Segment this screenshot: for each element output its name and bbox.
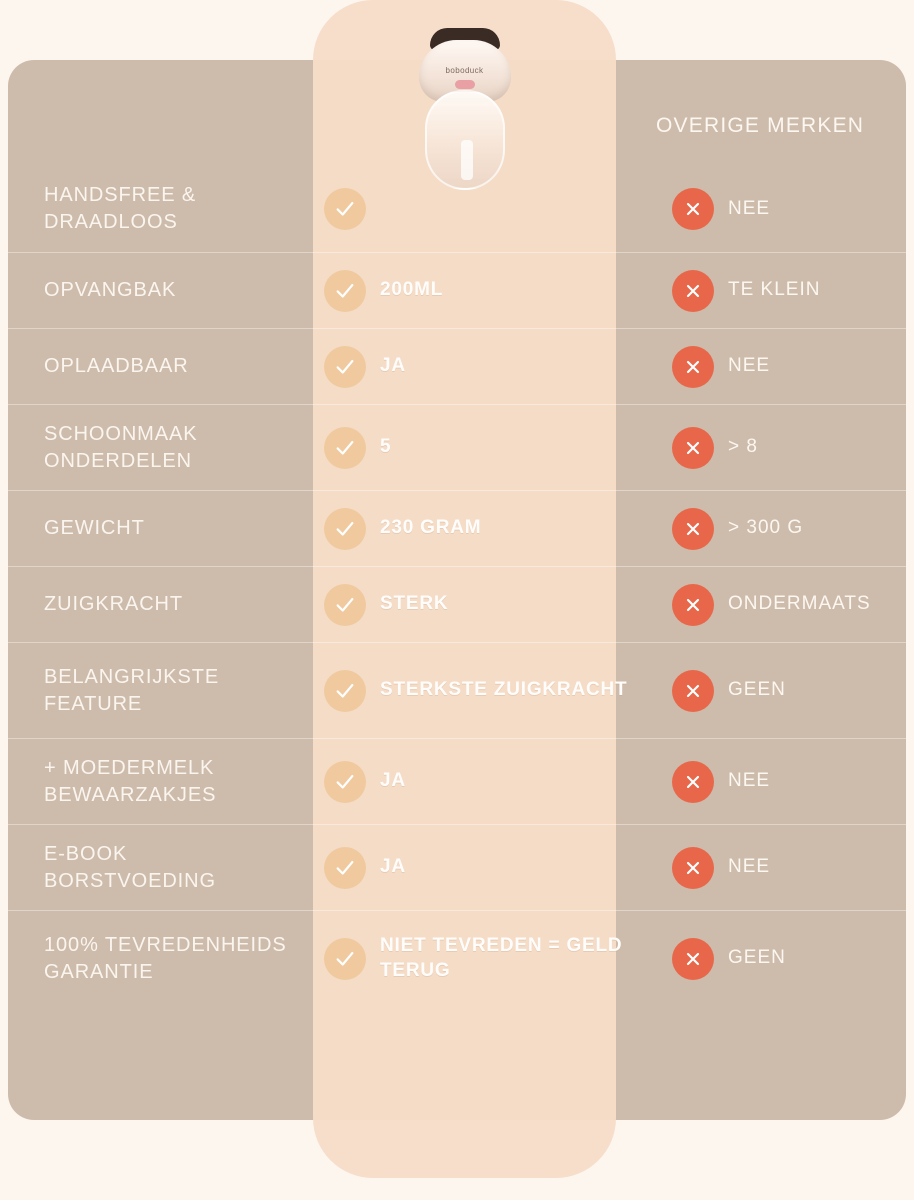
others-value: GEEN (728, 679, 786, 701)
others-cell (646, 508, 906, 550)
table-row (8, 910, 906, 1006)
feature-label: OPVANGBAK (44, 279, 177, 301)
cross-icon (672, 584, 714, 626)
check-icon (324, 847, 366, 889)
table-row (8, 404, 906, 490)
ours-value: STERK (380, 593, 449, 615)
others-cell (646, 188, 906, 230)
ours-cell (306, 427, 646, 469)
check-icon (324, 270, 366, 312)
cross-icon (672, 847, 714, 889)
others-cell (646, 670, 906, 712)
check-icon (324, 761, 366, 803)
others-cell (646, 270, 906, 312)
feature-label: HANDSFREE & DRAADLOOS (44, 184, 197, 233)
pump-power-button (455, 80, 475, 89)
feature-label: SCHOONMAAK ONDERDELEN (44, 422, 198, 472)
ours-cell (306, 761, 646, 803)
ours-cell (306, 508, 646, 550)
others-value: GEEN (728, 947, 786, 969)
ours-value: STERKSTE ZUIGKRACHT (380, 679, 628, 701)
check-icon (324, 584, 366, 626)
ours-value: NIET TEVREDEN = GELD TERUG (380, 934, 623, 981)
others-cell (646, 847, 906, 889)
others-value: NEE (728, 856, 771, 878)
ours-cell (306, 270, 646, 312)
others-value: > 300 G (728, 517, 804, 539)
feature-label: GEWICHT (44, 517, 145, 539)
brand-logo: boboduck (445, 66, 484, 75)
table-row (8, 166, 906, 252)
feature-label: ZUIGKRACHT (44, 593, 183, 615)
table-header (8, 104, 906, 166)
feature-label: OPLAADBAAR (44, 355, 189, 377)
ours-value: JA (380, 355, 406, 377)
table-row (8, 824, 906, 910)
check-icon (324, 508, 366, 550)
others-cell (646, 584, 906, 626)
check-icon (324, 346, 366, 388)
feature-label: E-BOOK BORSTVOEDING (44, 842, 216, 892)
table-row (8, 738, 906, 824)
check-icon (324, 938, 366, 980)
ours-value: 5 (380, 436, 392, 458)
feature-label: 100% TEVREDENHEIDS GARANTIE (44, 933, 287, 983)
cross-icon (672, 508, 714, 550)
check-icon (324, 427, 366, 469)
ours-value: 200ML (380, 279, 444, 301)
others-value: NEE (728, 197, 771, 219)
others-cell (646, 346, 906, 388)
feature-label: BELANGRIJKSTE FEATURE (44, 665, 220, 715)
table-row (8, 566, 906, 642)
table-row (8, 252, 906, 328)
others-cell (646, 761, 906, 803)
comparison-table (8, 104, 906, 1006)
table-row (8, 328, 906, 404)
table-row (8, 490, 906, 566)
feature-label: + MOEDERMELK BEWAARZAKJES (44, 756, 217, 806)
ours-cell (306, 934, 646, 983)
others-value: NEE (728, 770, 771, 792)
others-column-header: OVERIGE MERKEN (656, 114, 865, 137)
cross-icon (672, 427, 714, 469)
cross-icon (672, 761, 714, 803)
ours-value: JA (380, 770, 406, 792)
others-value: TE KLEIN (728, 279, 821, 301)
ours-cell (306, 847, 646, 889)
others-value: > 8 (728, 436, 758, 458)
others-cell (646, 938, 906, 980)
ours-cell (306, 670, 646, 712)
check-icon (324, 670, 366, 712)
ours-value: 230 GRAM (380, 517, 482, 539)
table-row (8, 642, 906, 738)
cross-icon (672, 938, 714, 980)
others-value: NEE (728, 355, 771, 377)
ours-value: JA (380, 856, 406, 878)
ours-cell (306, 346, 646, 388)
others-cell (646, 427, 906, 469)
cross-icon (672, 346, 714, 388)
others-value: ONDERMAATS (728, 593, 871, 615)
cross-icon (672, 670, 714, 712)
cross-icon (672, 270, 714, 312)
ours-cell (306, 188, 646, 230)
ours-cell (306, 584, 646, 626)
check-icon (324, 188, 366, 230)
cross-icon (672, 188, 714, 230)
